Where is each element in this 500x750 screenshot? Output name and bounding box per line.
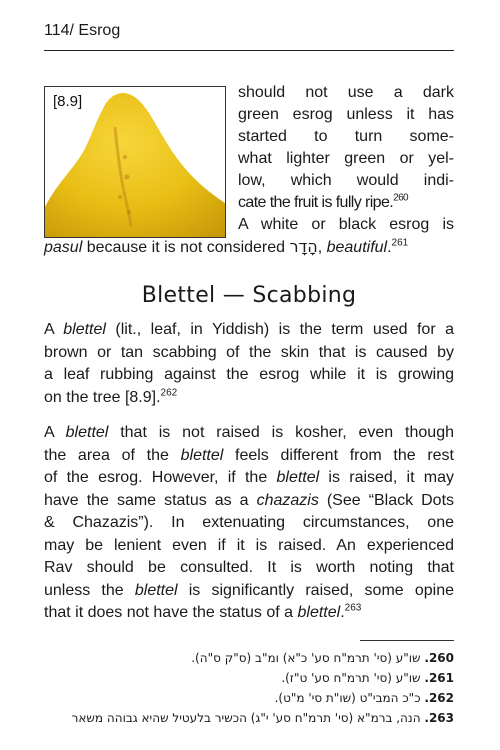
text-run: (See “Black Dots bbox=[318, 491, 455, 509]
text-run: , bbox=[317, 239, 327, 256]
footnotes bbox=[44, 648, 454, 728]
footnote-262 bbox=[44, 688, 454, 708]
wrap-line: green esrog unless it has bbox=[238, 106, 454, 123]
para-line: may be lenient even if it is raised. An experienced bbox=[44, 536, 454, 554]
para-line bbox=[44, 422, 454, 445]
wrap-line: low, which would indi- bbox=[238, 172, 454, 189]
paragraph-1 bbox=[44, 319, 454, 409]
text-run: that it does not have the status of a bbox=[44, 604, 298, 621]
para-line bbox=[44, 580, 454, 603]
para-line bbox=[44, 387, 454, 410]
wrap-line-with-footnote bbox=[238, 192, 454, 214]
text-run: have the same status as a bbox=[44, 491, 257, 509]
section-heading: Blettel — Scabbing bbox=[141, 283, 357, 308]
para-line: & Chazazis”). In extenuating circumstances, one bbox=[44, 514, 454, 531]
footnote-number: 262. bbox=[424, 691, 454, 705]
wrap-line: should not use a dark bbox=[238, 84, 454, 101]
text-run: A bbox=[44, 321, 64, 338]
text-run: on the tree [8.9]. bbox=[44, 388, 161, 406]
term-blettel: blettel bbox=[134, 581, 178, 599]
para-line: Rav should be consulted. It is worth noting that bbox=[44, 559, 454, 576]
text-run: is raised, it may bbox=[319, 469, 454, 486]
para-line bbox=[44, 319, 454, 342]
para-line: a leaf rubbing against the esrog while it is growing bbox=[44, 366, 454, 383]
footnote-261 bbox=[44, 668, 454, 688]
para-line: brown or tan scabbing of the skin that is caused by bbox=[44, 343, 454, 361]
footnote-text: שו"ע (סי' תרמ"ח סע' כ"א) ומ"ב (ס"ק ס"ה). bbox=[191, 651, 421, 665]
term-blettel: blettel bbox=[63, 321, 106, 338]
footnote-number: 261. bbox=[424, 671, 454, 685]
footnote-number: 260. bbox=[424, 651, 454, 665]
text-run: . bbox=[340, 604, 345, 621]
header-title: Esrog bbox=[78, 22, 121, 39]
hebrew-word: הָדָר bbox=[289, 237, 318, 256]
text-run: unless the bbox=[44, 581, 135, 599]
para-line bbox=[44, 490, 454, 513]
term-beautiful: beautiful bbox=[326, 239, 388, 256]
footnote-260 bbox=[44, 648, 454, 668]
wrap-line: started to turn some- bbox=[238, 128, 454, 145]
footnote-divider bbox=[360, 640, 454, 641]
term-blettel: blettel bbox=[180, 446, 224, 464]
text-run: feels different from the rest bbox=[223, 446, 454, 464]
term-blettel: blettel bbox=[65, 424, 109, 441]
page-number: 114 bbox=[44, 22, 70, 39]
esrog-figure bbox=[44, 86, 226, 238]
wrapped-text-column bbox=[238, 82, 454, 236]
text-run: because it is not considered bbox=[82, 239, 290, 256]
footnote-number: 263. bbox=[424, 711, 454, 725]
text-run: A bbox=[44, 424, 66, 441]
paragraph-2 bbox=[44, 422, 454, 625]
text-run: is significantly raised, some opine bbox=[177, 581, 455, 599]
text-run: the area of the bbox=[44, 446, 181, 464]
text-run: of the esrog. However, if the bbox=[44, 469, 277, 486]
footnote-ref-261[interactable]: 261 bbox=[391, 237, 409, 249]
footnote-ref-262[interactable]: 262 bbox=[160, 387, 178, 399]
text-run: . bbox=[387, 239, 392, 256]
running-header bbox=[44, 20, 454, 51]
wrap-line-text: cate the fruit is fully ripe. bbox=[238, 194, 394, 211]
footnote-text: כ"כ המבי"ט (שו"ת סי' מ"ט). bbox=[274, 691, 421, 705]
term-pasul: pasul bbox=[44, 239, 83, 256]
text-run: (lit., leaf, in Yiddish) is the term used for a bbox=[105, 321, 455, 338]
para-line bbox=[44, 602, 454, 625]
header-separator: / bbox=[69, 22, 74, 39]
wrap-line: what lighter green or yel- bbox=[238, 150, 454, 167]
para-line bbox=[44, 445, 454, 468]
wrap-line: A white or black esrog is bbox=[238, 216, 454, 233]
footnote-text: הנה, ברמ"א (סי' תרמ"ח סע' י"ג) הכשיר בלעטיל שהיא גבוהה משאר bbox=[71, 711, 421, 725]
para-line bbox=[44, 467, 454, 490]
footnote-263 bbox=[44, 708, 454, 728]
term-chazazis: chazazis bbox=[256, 491, 319, 509]
footnote-text: שו"ע (סי' תרמ"ח סע' ט"ז). bbox=[281, 671, 421, 685]
text-run: that is not raised is kosher, even though bbox=[108, 424, 454, 441]
term-blettel: blettel bbox=[297, 604, 341, 621]
figure-label: [8.9] bbox=[53, 93, 83, 110]
footnote-ref-263[interactable]: 263 bbox=[344, 602, 362, 614]
term-blettel: blettel bbox=[276, 469, 320, 486]
full-width-line bbox=[44, 236, 454, 259]
footnote-ref-260[interactable]: 260 bbox=[393, 192, 409, 204]
